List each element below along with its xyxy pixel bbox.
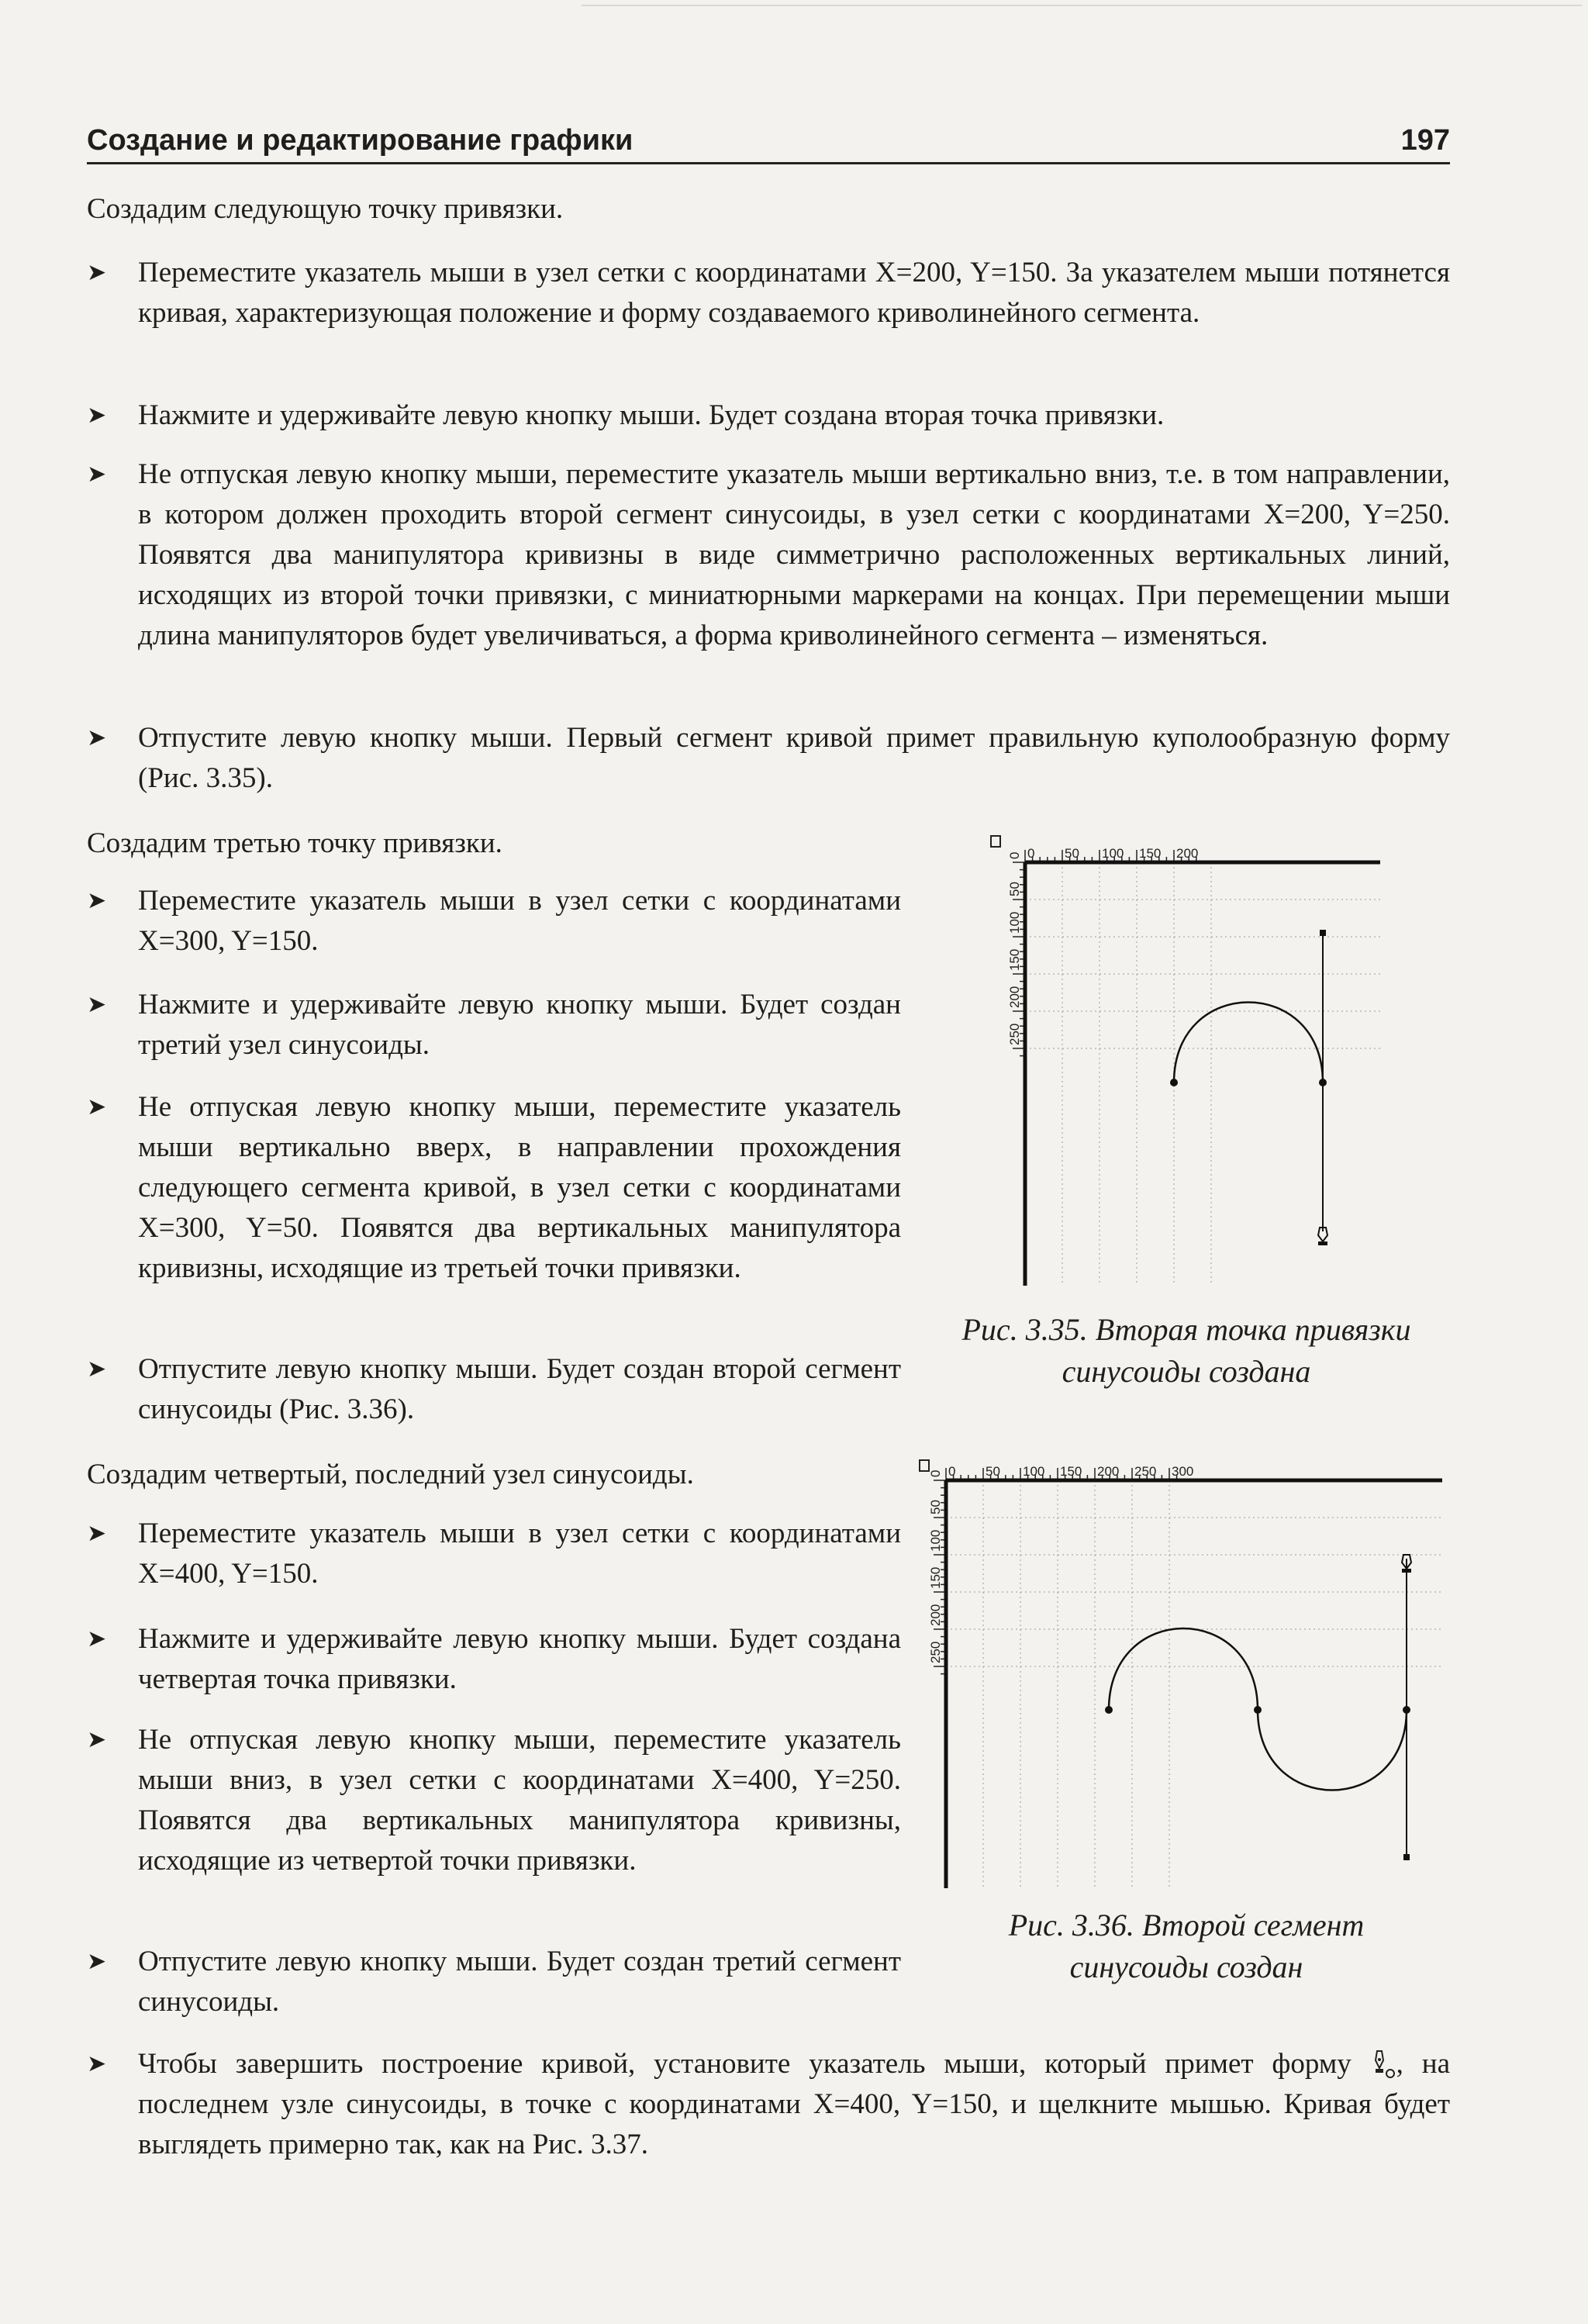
ruler-tick-label: 200 — [1176, 846, 1199, 861]
list-item-text: Отпустите левую кнопку мыши. Первый сегмент кривой примет правильную куполообразную форму (Рис. 3.35). — [138, 722, 1450, 794]
ruler-tick-label: 0 — [928, 1469, 943, 1477]
ruler-tick-label: 250 — [1007, 1023, 1022, 1045]
intro-paragraph-3: Создадим четвертый, последний узел синусоиды. — [87, 1459, 694, 1490]
caption-line: синусоиды создана — [1062, 1354, 1311, 1389]
arrow-bullet-icon: ➤ — [87, 991, 107, 1018]
arrow-bullet-icon: ➤ — [87, 724, 107, 751]
list-item-text: Нажмите и удерживайте левую кнопку мыши. Будет создан третий узел синусоиды. — [138, 989, 901, 1061]
ruler-tick-label: 100 — [1102, 846, 1124, 861]
ruler-tick-label: 150 — [928, 1566, 943, 1589]
ruler-tick-label: 50 — [1007, 882, 1022, 896]
list-item-text-part: , на последнем узле синусоиды, в точке с координатами X=400, Y=150, и щелкните мышью. Кривая будет выглядеть примерно так, как на Рис. 3.37. — [138, 2048, 1450, 2160]
arrow-bullet-icon: ➤ — [87, 1520, 107, 1547]
arrow-bullet-icon: ➤ — [87, 1093, 107, 1121]
ruler-tick-label: 0 — [948, 1464, 956, 1479]
arrow-bullet-icon: ➤ — [87, 402, 107, 429]
intro-paragraph-1: Создадим следующую точку привязки. — [87, 193, 564, 225]
list-item-text: Не отпуская левую кнопку мыши, переместите указатель мыши вниз, в узел сетки с координатами X=400, Y=250. Появятся два вертикальных манипулятора кривизны, исходящие из четвертой точки привязки. — [138, 1724, 901, 1877]
chapter-title: Создание и редактирование графики — [87, 124, 633, 157]
figure-3-35 — [985, 828, 1388, 1293]
list-item-text: Не отпуская левую кнопку мыши, переместите указатель мыши вертикально вниз, т.е. в том направлении, в котором должен проходить второй сегмент синусоиды, в узел сетки с координатами X=200, Y=250. Появятся два манипулятора кривизны в виде симметрично расположенных вертикальных линий, исходящих из второй точки привязки, с миниатюрными маркерами на концах. При перемещении мыши длина манипуляторов будет увеличиваться, а форма криволинейного сегмента – изменяться. — [138, 458, 1450, 651]
ruler-tick-label: 200 — [928, 1604, 943, 1626]
ruler-tick-label: 300 — [1172, 1464, 1194, 1479]
figure-3-35-caption — [915, 1309, 1458, 1393]
arrow-bullet-icon: ➤ — [87, 2050, 107, 2077]
intro-paragraph-2: Создадим третью точку привязки. — [87, 827, 502, 859]
ruler-tick-label: 0 — [1027, 846, 1035, 861]
ruler-tick-label: 250 — [1134, 1464, 1157, 1479]
anchor-point — [1403, 1706, 1410, 1714]
arrow-bullet-icon: ➤ — [87, 1625, 107, 1652]
list-item-text: Переместите указатель мыши в узел сетки с координатами X=300, Y=150. — [138, 885, 901, 957]
ruler-tick-label: 100 — [1023, 1464, 1045, 1479]
ruler-tick-label: 200 — [1097, 1464, 1120, 1479]
page-top-rule — [582, 5, 1582, 6]
anchor-point — [1170, 1079, 1178, 1086]
list-item-text: Переместите указатель мыши в узел сетки с координатами X=400, Y=150. — [138, 1518, 901, 1590]
arrow-bullet-icon: ➤ — [87, 1355, 107, 1383]
anchor-point — [1105, 1706, 1113, 1714]
list-item-text: Отпустите левую кнопку мыши. Будет создан третий сегмент синусоиды. — [138, 1946, 901, 2018]
list-item-text-part: Чтобы завершить построение кривой, установите указатель мыши, который примет форму — [138, 2048, 1370, 2080]
caption-line: синусоиды создан — [1069, 1949, 1303, 1984]
figure-3-36 — [915, 1454, 1450, 1896]
arrow-bullet-icon: ➤ — [87, 461, 107, 488]
ruler-tick-label: 50 — [986, 1464, 1000, 1479]
ruler-tick-label: 100 — [928, 1529, 943, 1552]
anchor-point — [1254, 1706, 1262, 1714]
ruler-tick-label: 200 — [1007, 986, 1022, 1008]
arrow-bullet-icon: ➤ — [87, 1726, 107, 1753]
pen-close-cursor-icon — [1370, 2049, 1396, 2079]
arrow-bullet-icon: ➤ — [87, 887, 107, 914]
list-item-text: Нажмите и удерживайте левую кнопку мыши. Будет создана вторая точка привязки. — [138, 399, 1165, 431]
page-header — [87, 124, 1450, 164]
handle-marker — [1320, 930, 1326, 936]
page-number: 197 — [1400, 124, 1450, 157]
list-item-text: Переместите указатель мыши в узел сетки с координатами X=200, Y=150. За указателем мыши потянется кривая, характеризующая положение и форму создаваемого криволинейного сегмента. — [138, 257, 1450, 329]
ruler-tick-label: 0 — [1007, 851, 1022, 859]
caption-line: Рис. 3.35. Вторая точка привязки — [961, 1312, 1411, 1347]
ruler-tick-label: 250 — [928, 1641, 943, 1663]
arrow-bullet-icon: ➤ — [87, 1948, 107, 1975]
list-item — [87, 253, 1450, 377]
ruler-tick-label: 100 — [1007, 911, 1022, 934]
ruler-tick-label: 150 — [1060, 1464, 1082, 1479]
arrow-bullet-icon: ➤ — [87, 259, 107, 286]
list-item-text: Отпустите левую кнопку мыши. Будет создан второй сегмент синусоиды (Рис. 3.36). — [138, 1353, 901, 1425]
ruler-tick-label: 150 — [1139, 846, 1162, 861]
anchor-point — [1319, 1079, 1327, 1086]
caption-line: Рис. 3.36. Второй сегмент — [1008, 1908, 1365, 1942]
figure-3-36-caption — [915, 1904, 1458, 1988]
list-item-text: Нажмите и удерживайте левую кнопку мыши. Будет создана четвертая точка привязки. — [138, 1623, 901, 1695]
handle-marker — [1403, 1854, 1410, 1860]
ruler-tick-label: 50 — [928, 1500, 943, 1514]
list-item-text: Не отпуская левую кнопку мыши, переместите указатель мыши вертикально вверх, в направлении прохождения следующего сегмента кривой, в узел сетки с координатами X=300, Y=50. Появятся два вертикальных манипулятора кривизны, исходящие из третьей точки привязки. — [138, 1091, 901, 1284]
ruler-tick-label: 150 — [1007, 948, 1022, 971]
list-item-text — [138, 2044, 1450, 2165]
ruler-tick-label: 50 — [1065, 846, 1079, 861]
